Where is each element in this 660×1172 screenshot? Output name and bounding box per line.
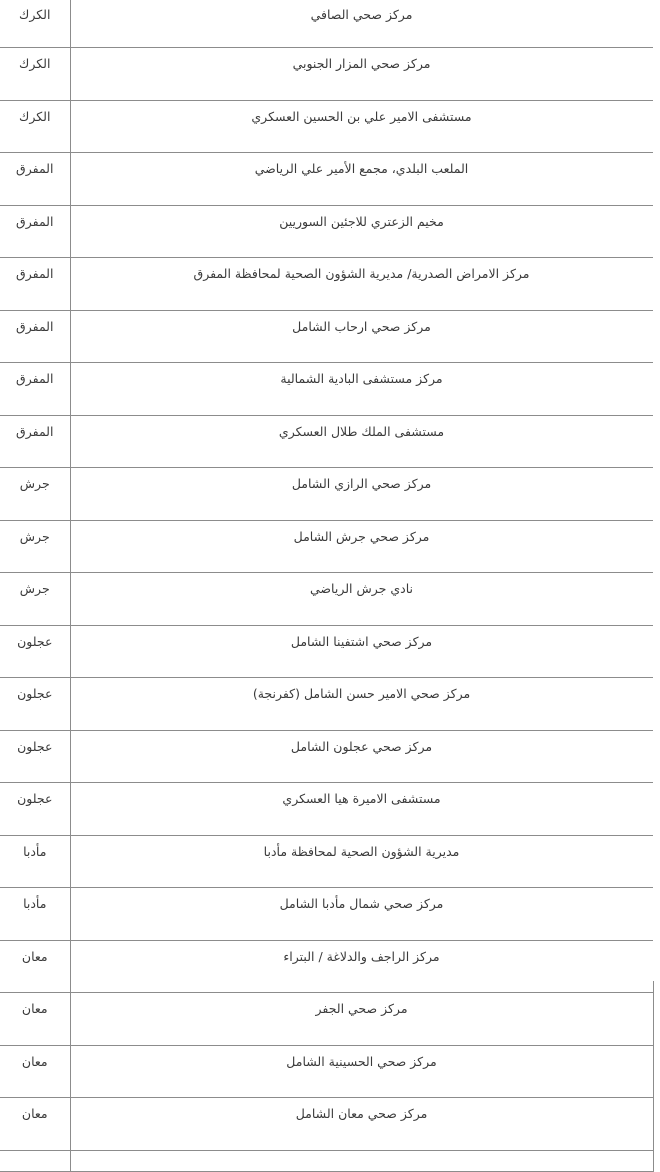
- table-row: [0, 415, 653, 468]
- table-row: [0, 625, 653, 678]
- table-row: [0, 258, 653, 311]
- governorate-cell: مأدبا: [0, 835, 70, 888]
- governorate-cell: جرش: [0, 520, 70, 573]
- site-name-cell: مستشفى الاميرة هيا العسكري: [70, 783, 653, 836]
- table-row: [0, 0, 653, 48]
- governorate-cell: المفرق: [0, 153, 70, 206]
- table-row: [0, 100, 653, 153]
- governorate-cell: الكرك: [0, 100, 70, 153]
- site-name-cell: مديرية الشؤون الصحية لمحافظة مأدبا: [70, 835, 653, 888]
- site-name-cell: مركز صحي جرش الشامل: [70, 520, 653, 573]
- governorate-cell: المفرق: [0, 258, 70, 311]
- table-row: [0, 1098, 653, 1151]
- governorate-cell: عجلون: [0, 625, 70, 678]
- site-name-cell: مركز الراجف والدلاغة / البتراء: [70, 940, 653, 993]
- table-row: [0, 678, 653, 731]
- site-name-cell: مركز صحي الصافي: [70, 0, 653, 48]
- site-name-cell: [70, 1150, 653, 1171]
- governorate-cell: الكرك: [0, 0, 70, 48]
- table-row: [0, 363, 653, 416]
- governorate-cell: عجلون: [0, 678, 70, 731]
- site-name-cell: نادي جرش الرياضي: [70, 573, 653, 626]
- table-row: [0, 468, 653, 521]
- table-row: [0, 888, 653, 941]
- governorate-cell: الكرك: [0, 48, 70, 101]
- table-row: [0, 993, 653, 1046]
- site-name-cell: مركز صحي اشتفينا الشامل: [70, 625, 653, 678]
- site-name-cell: مركز صحي الامير حسن الشامل (كفرنجة): [70, 678, 653, 731]
- site-name-cell: مستشفى الملك طلال العسكري: [70, 415, 653, 468]
- table-row: [0, 153, 653, 206]
- site-name-cell: مخيم الزعتري للاجئين السوريين: [70, 205, 653, 258]
- page-right-margin: [653, 0, 660, 981]
- table-row: [0, 48, 653, 101]
- site-name-cell: مركز صحي عجلون الشامل: [70, 730, 653, 783]
- governorate-cell: معان: [0, 940, 70, 993]
- table-row: [0, 573, 653, 626]
- table-row: [0, 1045, 653, 1098]
- governorate-cell: جرش: [0, 468, 70, 521]
- governorate-cell: جرش: [0, 573, 70, 626]
- governorate-cell: معان: [0, 993, 70, 1046]
- table-row: [0, 940, 653, 993]
- site-name-cell: مركز صحي الرازي الشامل: [70, 468, 653, 521]
- site-name-cell: مركز صحي ارحاب الشامل: [70, 310, 653, 363]
- governorate-cell: [0, 1150, 70, 1171]
- table-row: [0, 730, 653, 783]
- table-row: [0, 520, 653, 573]
- governorate-cell: المفرق: [0, 363, 70, 416]
- governorate-cell: المفرق: [0, 415, 70, 468]
- table-row: [0, 310, 653, 363]
- site-name-cell: مركز صحي شمال مأدبا الشامل: [70, 888, 653, 941]
- site-name-cell: مركز صحي الحسينية الشامل: [70, 1045, 653, 1098]
- table-row: [0, 783, 653, 836]
- table-row: [0, 835, 653, 888]
- site-name-cell: مركز مستشفى البادية الشمالية: [70, 363, 653, 416]
- governorate-cell: المفرق: [0, 205, 70, 258]
- site-name-cell: مركز صحي المزار الجنوبي: [70, 48, 653, 101]
- governorate-cell: معان: [0, 1045, 70, 1098]
- table-row-partial: [0, 1150, 653, 1171]
- site-name-cell: مستشفى الامير علي بن الحسين العسكري: [70, 100, 653, 153]
- site-name-cell: مركز الامراض الصدرية/ مديرية الشؤون الصحية لمحافظة المفرق: [70, 258, 653, 311]
- governorate-cell: معان: [0, 1098, 70, 1151]
- site-name-cell: مركز صحي الجفر: [70, 993, 653, 1046]
- site-name-cell: مركز صحي معان الشامل: [70, 1098, 653, 1151]
- table-row: [0, 205, 653, 258]
- site-name-cell: الملعب البلدي، مجمع الأمير علي الرياضي: [70, 153, 653, 206]
- governorate-cell: عجلون: [0, 783, 70, 836]
- governorate-cell: مأدبا: [0, 888, 70, 941]
- governorate-cell: عجلون: [0, 730, 70, 783]
- governorate-cell: المفرق: [0, 310, 70, 363]
